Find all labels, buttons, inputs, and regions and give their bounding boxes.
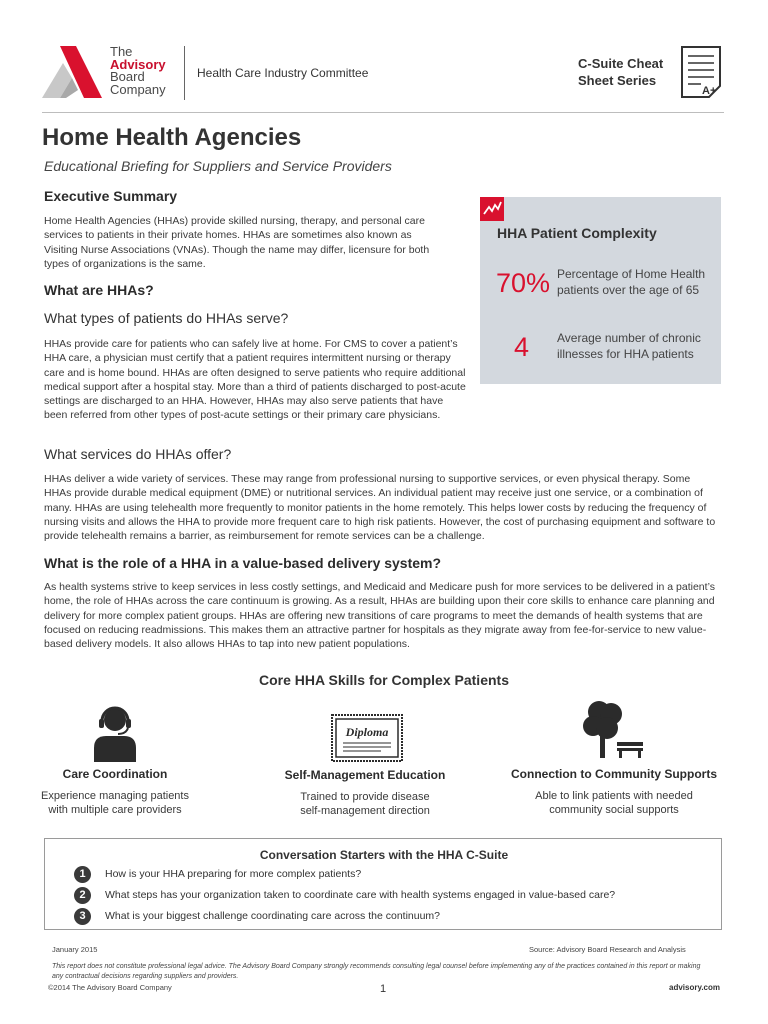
page-title: Home Health Agencies	[42, 124, 302, 151]
skill-desc: Trained to provide disease self-management direction	[300, 791, 430, 817]
logo-wordmark: The Advisory Board Company	[110, 44, 166, 97]
committee-label: Health Care Industry Committee	[197, 66, 369, 80]
advisory-board-logo-mark	[42, 46, 102, 98]
trend-line-icon	[480, 197, 504, 221]
skill-name: Self-Management Education	[284, 768, 446, 782]
conversation-title: Conversation Starters with the HHA C-Suite	[259, 848, 509, 862]
skill-name: Connection to Community Supports	[511, 767, 717, 781]
diploma-icon	[331, 714, 403, 762]
sidebar-title: HHA Patient Complexity	[497, 225, 657, 241]
value-based-heading: What is the role of a HHA in a value-based delivery system?	[44, 555, 442, 571]
footer-date: January 2015	[52, 945, 98, 954]
skills-title: Core HHA Skills for Complex Patients	[259, 672, 509, 688]
question-text: How is your HHA preparing for more complex patients?	[105, 868, 362, 880]
footer-site-link[interactable]: advisory.com	[669, 983, 720, 992]
question-text: What steps has your organization taken to coordinate care with health systems engaged in value-based care?	[105, 889, 616, 901]
skill-desc: Experience managing patients with multiple care providers	[41, 790, 189, 816]
series-label: C-Suite Cheat Sheet Series	[578, 56, 664, 88]
exec-summary-text: Home Health Agencies (HHAs) provide skilled nursing, therapy, and personal care services to patients in their private homes. HHAs are sometimes also known as Visiting Nurse Associations (VNAs). Though the name may differ, licensure for both types of organizations is the same.	[44, 215, 430, 270]
footer-disclaimer: This report does not constitute professional legal advice. The Advisory Board Company strongly recommends consulting legal counsel before implementing any of the practices contained in this report or making any contractual decisions regarding suppliers and providers.	[52, 963, 701, 980]
header-divider	[184, 46, 185, 100]
skill-self-management	[250, 768, 480, 818]
exec-summary-heading: Executive Summary	[44, 188, 178, 204]
patients-text: HHAs provide care for patients who can safely live at home. For CMS to cover a patient’s HHA care, a physician must certify that a patient requires intermittent nursing or therapy care and is home bound. HHAs are often designed to serve patients who require additional medical support after a hospital stay. More than a third of patients discharged to post-acute settings are discharged to an HHA. However, HHAs may also serve patients that have been referred from other types of post-acute settings or their primary care physicians.	[44, 338, 466, 422]
stat-value-chronic: 4	[514, 332, 530, 362]
tree-bench-icon	[583, 700, 647, 760]
footer-copyright: ©2014 The Advisory Board Company	[48, 983, 172, 992]
skill-community-supports	[498, 767, 730, 817]
footer-source: Source: Advisory Board Research and Analysis	[529, 945, 686, 954]
stat-label-age: Percentage of Home Health patients over the age of 65	[557, 267, 706, 297]
page-number: 1	[380, 983, 387, 995]
cheat-sheet-icon	[681, 46, 721, 98]
question-text: What is your biggest challenge coordinating care across the continuum?	[105, 910, 441, 922]
number-badge-2: 2	[74, 887, 91, 904]
question-row	[74, 886, 615, 904]
diploma-text: Diploma	[345, 725, 389, 739]
services-heading: What services do HHAs offer?	[44, 446, 232, 462]
skill-desc: Able to link patients with needed community social supports	[535, 790, 693, 816]
what-are-hhas-heading: What are HHAs?	[44, 282, 154, 298]
services-text: HHAs deliver a wide variety of services. These may range from professional nursing to supportive services, or even physical therapy. Some HHAs provide durable medical equipment (DME) or nutritional services. An individual patient may receive just one service, or a combination of many. HHAs are using telehealth more frequently to monitor patients in the home remotely. This helps lower costs by reducing the frequency of nursing visits and allows the HHA to provide more frequent care to high risk patients. However, the cost of purchasing equipment and software to provide telehealth remains a barrier, as reimbursement for remote services can be a challenge.	[44, 473, 716, 543]
number-badge-1: 1	[74, 866, 91, 883]
question-row	[74, 865, 361, 883]
stat-label-chronic: Average number of chronic illnesses for HHA patients	[557, 331, 701, 361]
page-subtitle: Educational Briefing for Suppliers and Service Providers	[44, 158, 392, 174]
skill-name: Care Coordination	[62, 767, 168, 781]
headset-person-icon	[90, 704, 140, 762]
patients-heading: What types of patients do HHAs serve?	[44, 310, 289, 326]
stat-value-age: 70%	[496, 268, 551, 298]
header-rule	[42, 112, 724, 113]
value-based-text: As health systems strive to keep services in less costly settings, and Medicaid and Medicare push for more services to be delivered in a patient’s home, the role of HHAs across the care continuum is growing. As a result, HHAs are building upon their core skills to enhance care planning and delivery for more complex patient groups. HHAs are offering new transitions of care programs to meet the demands of health systems that are focused on reducing readmissions. This makes them an attractive partner for hospitals as they migrate away from fee-for-service to new value-based delivery models. It also allows HHAs to tap into new patient populations.	[44, 581, 715, 651]
grade-text: A+	[702, 85, 717, 97]
question-row	[74, 907, 440, 925]
number-badge-3: 3	[74, 908, 91, 925]
skill-care-coordination	[0, 767, 230, 817]
